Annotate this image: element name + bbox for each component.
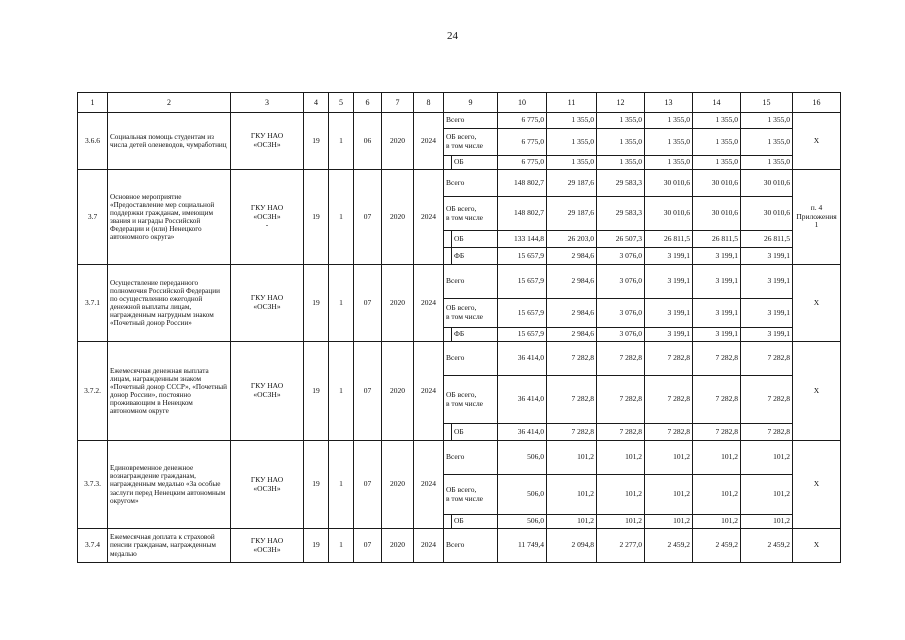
item-description: Единовременное денежное вознаграждение гражданам, награжденным медалью «За особые заслуги перед Ненецким автономным округом» bbox=[108, 441, 231, 529]
header-cell-14: 14 bbox=[693, 93, 741, 113]
value-cell: 7 282,8 bbox=[693, 424, 741, 441]
value-cell: 36 414,0 bbox=[498, 376, 547, 424]
start-year: 2020 bbox=[382, 170, 414, 265]
value-cell: 7 282,8 bbox=[645, 342, 693, 376]
value-cell: 3 076,0 bbox=[597, 328, 645, 342]
value-cell: 15 657,9 bbox=[498, 328, 547, 342]
value-cell: 36 414,0 bbox=[498, 424, 547, 441]
value-cell: 3 199,1 bbox=[645, 248, 693, 265]
indent-spacer bbox=[444, 248, 452, 265]
funding-source: Всего bbox=[444, 113, 498, 129]
item-description: Ежемесячная доплата к страховой пенсии гражданам, награжденным медалью bbox=[108, 529, 231, 563]
value-cell: 7 282,8 bbox=[693, 342, 741, 376]
header-cell-1: 1 bbox=[78, 93, 108, 113]
value-cell: 3 199,1 bbox=[741, 299, 793, 328]
header-cell-16: 16 bbox=[793, 93, 841, 113]
header-cell-10: 10 bbox=[498, 93, 547, 113]
value-cell: 26 811,5 bbox=[741, 231, 793, 248]
value-cell: 1 355,0 bbox=[693, 129, 741, 156]
value-cell: 101,2 bbox=[645, 475, 693, 515]
value-cell: 3 199,1 bbox=[741, 328, 793, 342]
value-cell: 3 076,0 bbox=[597, 248, 645, 265]
funding-source: Всего bbox=[444, 529, 498, 563]
value-cell: 29 583,3 bbox=[597, 170, 645, 197]
value-cell: 101,2 bbox=[645, 515, 693, 529]
value-cell: 2 984,6 bbox=[547, 328, 597, 342]
end-year: 2024 bbox=[414, 265, 444, 342]
code-col-5: 1 bbox=[329, 170, 354, 265]
note-col-16: X bbox=[793, 342, 841, 441]
value-cell: 3 076,0 bbox=[597, 299, 645, 328]
value-cell: 2 984,6 bbox=[547, 265, 597, 299]
code-col-4: 19 bbox=[304, 529, 329, 563]
value-cell: 1 355,0 bbox=[645, 129, 693, 156]
value-cell: 7 282,8 bbox=[597, 376, 645, 424]
value-cell: 1 355,0 bbox=[597, 156, 645, 170]
header-row bbox=[78, 93, 841, 113]
value-cell: 36 414,0 bbox=[498, 342, 547, 376]
value-cell: 148 802,7 bbox=[498, 197, 547, 231]
value-cell: 30 010,6 bbox=[693, 170, 741, 197]
end-year: 2024 bbox=[414, 170, 444, 265]
header-cell-8: 8 bbox=[414, 93, 444, 113]
note-col-16: X bbox=[793, 529, 841, 563]
value-cell: 7 282,8 bbox=[645, 376, 693, 424]
value-cell: 29 187,6 bbox=[547, 197, 597, 231]
value-cell: 1 355,0 bbox=[741, 156, 793, 170]
note-col-16: п. 4 Приложения 1 bbox=[793, 170, 841, 265]
header-cell-11: 11 bbox=[547, 93, 597, 113]
code-col-5: 1 bbox=[329, 113, 354, 170]
header-cell-13: 13 bbox=[645, 93, 693, 113]
code-col-4: 19 bbox=[304, 265, 329, 342]
indent-spacer bbox=[444, 328, 452, 342]
value-cell: 101,2 bbox=[693, 441, 741, 475]
item-number: 3.7.4 bbox=[78, 529, 108, 563]
value-cell: 101,2 bbox=[741, 441, 793, 475]
item-number: 3.7 bbox=[78, 170, 108, 265]
executor bbox=[231, 529, 304, 563]
table-row bbox=[78, 170, 841, 197]
value-cell: 30 010,6 bbox=[645, 197, 693, 231]
value-cell: 1 355,0 bbox=[645, 156, 693, 170]
value-cell: 3 199,1 bbox=[693, 248, 741, 265]
executor bbox=[231, 113, 304, 170]
value-cell: 101,2 bbox=[693, 515, 741, 529]
value-cell: 11 749,4 bbox=[498, 529, 547, 563]
value-cell: 506,0 bbox=[498, 441, 547, 475]
value-cell: 7 282,8 bbox=[547, 424, 597, 441]
value-cell: 2 094,8 bbox=[547, 529, 597, 563]
header-cell-3: 3 bbox=[231, 93, 304, 113]
value-cell: 3 199,1 bbox=[693, 328, 741, 342]
note-col-16: X bbox=[793, 113, 841, 170]
value-cell: 3 199,1 bbox=[693, 299, 741, 328]
value-cell: 6 775,0 bbox=[498, 156, 547, 170]
value-cell: 30 010,6 bbox=[645, 170, 693, 197]
value-cell: 30 010,6 bbox=[693, 197, 741, 231]
executor-text: ГКУ НАО «ОСЗН» bbox=[250, 293, 284, 311]
value-cell: 101,2 bbox=[597, 515, 645, 529]
end-year: 2024 bbox=[414, 342, 444, 441]
value-cell: 2 459,2 bbox=[693, 529, 741, 563]
value-cell: 15 657,9 bbox=[498, 299, 547, 328]
value-cell: 7 282,8 bbox=[645, 424, 693, 441]
value-cell: 101,2 bbox=[597, 441, 645, 475]
value-cell: 26 811,5 bbox=[645, 231, 693, 248]
executor bbox=[231, 170, 304, 265]
value-cell: 7 282,8 bbox=[547, 376, 597, 424]
code-col-5: 1 bbox=[329, 342, 354, 441]
header-cell-12: 12 bbox=[597, 93, 645, 113]
code-col-4: 19 bbox=[304, 170, 329, 265]
funding-source: ОБ всего, в том числе bbox=[444, 376, 498, 424]
value-cell: 1 355,0 bbox=[597, 129, 645, 156]
value-cell: 133 144,8 bbox=[498, 231, 547, 248]
executor bbox=[231, 342, 304, 441]
value-cell: 30 010,6 bbox=[741, 197, 793, 231]
executor-text: ГКУ НАО «ОСЗН» bbox=[250, 474, 284, 493]
value-cell: 2 984,6 bbox=[547, 248, 597, 265]
funding-source: ФБ bbox=[452, 248, 498, 265]
start-year: 2020 bbox=[382, 441, 414, 529]
dash-mark: - bbox=[265, 220, 269, 230]
end-year: 2024 bbox=[414, 441, 444, 529]
value-cell: 2 984,6 bbox=[547, 299, 597, 328]
value-cell: 3 199,1 bbox=[645, 265, 693, 299]
value-cell: 3 199,1 bbox=[645, 299, 693, 328]
code-col-6: 07 bbox=[354, 342, 382, 441]
table-row bbox=[78, 441, 841, 475]
code-col-6: 07 bbox=[354, 441, 382, 529]
start-year: 2020 bbox=[382, 529, 414, 563]
value-cell: 2 459,2 bbox=[741, 529, 793, 563]
value-cell: 1 355,0 bbox=[645, 113, 693, 129]
budget-table bbox=[77, 92, 841, 563]
code-col-4: 19 bbox=[304, 113, 329, 170]
value-cell: 2 459,2 bbox=[645, 529, 693, 563]
executor bbox=[231, 441, 304, 529]
item-description: Социальная помощь студентам из числа детей оленеводов, чумработниц bbox=[108, 113, 231, 170]
header-cell-4: 4 bbox=[304, 93, 329, 113]
table-row bbox=[78, 265, 841, 299]
value-cell: 1 355,0 bbox=[547, 113, 597, 129]
value-cell: 1 355,0 bbox=[693, 156, 741, 170]
value-cell: 101,2 bbox=[597, 475, 645, 515]
value-cell: 7 282,8 bbox=[741, 376, 793, 424]
page-number: 24 bbox=[447, 30, 458, 42]
value-cell: 29 187,6 bbox=[547, 170, 597, 197]
code-col-5: 1 bbox=[329, 529, 354, 563]
value-cell: 1 355,0 bbox=[693, 113, 741, 129]
value-cell: 26 811,5 bbox=[693, 231, 741, 248]
value-cell: 7 282,8 bbox=[741, 342, 793, 376]
item-description: Ежемесячная денежная выплата лицам, награжденным знаком «Почетный донор СССР», «Почетный донор России», постоянно проживающим в Ненецком автономном округе bbox=[108, 342, 231, 441]
funding-source: Всего bbox=[444, 441, 498, 475]
code-col-5: 1 bbox=[329, 441, 354, 529]
value-cell: 3 199,1 bbox=[645, 328, 693, 342]
value-cell: 101,2 bbox=[547, 475, 597, 515]
start-year: 2020 bbox=[382, 342, 414, 441]
code-col-4: 19 bbox=[304, 441, 329, 529]
funding-source: Всего bbox=[444, 170, 498, 197]
value-cell: 1 355,0 bbox=[547, 156, 597, 170]
value-cell: 3 199,1 bbox=[741, 248, 793, 265]
value-cell: 7 282,8 bbox=[597, 342, 645, 376]
end-year: 2024 bbox=[414, 529, 444, 563]
indent-spacer bbox=[444, 231, 452, 248]
code-col-5: 1 bbox=[329, 265, 354, 342]
value-cell: 101,2 bbox=[741, 515, 793, 529]
code-col-6: 07 bbox=[354, 170, 382, 265]
value-cell: 26 507,3 bbox=[597, 231, 645, 248]
indent-spacer bbox=[444, 156, 452, 170]
executor-text: ГКУ НАО «ОСЗН» bbox=[250, 203, 284, 221]
item-number: 3.7.2. bbox=[78, 342, 108, 441]
executor-text: ГКУ НАО «ОСЗН» bbox=[250, 131, 284, 149]
item-number: 3.6.6 bbox=[78, 113, 108, 170]
value-cell: 101,2 bbox=[645, 441, 693, 475]
table-row bbox=[78, 113, 841, 129]
value-cell: 7 282,8 bbox=[597, 424, 645, 441]
funding-source: Всего bbox=[444, 342, 498, 376]
note-col-16: X bbox=[793, 265, 841, 342]
value-cell: 7 282,8 bbox=[741, 424, 793, 441]
funding-source: ОБ bbox=[452, 515, 498, 529]
value-cell: 15 657,9 bbox=[498, 248, 547, 265]
note-col-16: X bbox=[793, 441, 841, 529]
funding-source: ОБ всего, в том числе bbox=[444, 129, 498, 156]
item-number: 3.7.1 bbox=[78, 265, 108, 342]
value-cell: 506,0 bbox=[498, 515, 547, 529]
executor bbox=[231, 265, 304, 342]
funding-source: ОБ всего, в том числе bbox=[444, 299, 498, 328]
header-cell-15: 15 bbox=[741, 93, 793, 113]
value-cell: 1 355,0 bbox=[741, 113, 793, 129]
value-cell: 29 583,3 bbox=[597, 197, 645, 231]
end-year: 2024 bbox=[414, 113, 444, 170]
table-row bbox=[78, 529, 841, 563]
item-number: 3.7.3. bbox=[78, 441, 108, 529]
value-cell: 101,2 bbox=[741, 475, 793, 515]
funding-source: ОБ bbox=[452, 156, 498, 170]
value-cell: 3 199,1 bbox=[693, 265, 741, 299]
value-cell: 1 355,0 bbox=[547, 129, 597, 156]
value-cell: 6 775,0 bbox=[498, 113, 547, 129]
value-cell: 506,0 bbox=[498, 475, 547, 515]
indent-spacer bbox=[444, 424, 452, 441]
header-cell-9: 9 bbox=[444, 93, 498, 113]
code-col-6: 07 bbox=[354, 265, 382, 342]
executor-text: ГКУ НАО «ОСЗН» bbox=[250, 535, 284, 554]
value-cell: 3 076,0 bbox=[597, 265, 645, 299]
code-col-4: 19 bbox=[304, 342, 329, 441]
header-cell-7: 7 bbox=[382, 93, 414, 113]
funding-source: ОБ bbox=[452, 231, 498, 248]
funding-source: ОБ всего, в том числе bbox=[444, 475, 498, 515]
item-description: Осуществление переданного полномочия Российской Федерации по осуществлению ежегодной денежной выплаты лицам, награжденным нагрудным знаком «Почетный донор России» bbox=[108, 265, 231, 342]
header-cell-2: 2 bbox=[108, 93, 231, 113]
value-cell: 101,2 bbox=[693, 475, 741, 515]
start-year: 2020 bbox=[382, 265, 414, 342]
value-cell: 15 657,9 bbox=[498, 265, 547, 299]
value-cell: 101,2 bbox=[547, 515, 597, 529]
header-cell-5: 5 bbox=[329, 93, 354, 113]
funding-source: ОБ всего, в том числе bbox=[444, 197, 498, 231]
value-cell: 1 355,0 bbox=[741, 129, 793, 156]
value-cell: 26 203,0 bbox=[547, 231, 597, 248]
value-cell: 1 355,0 bbox=[597, 113, 645, 129]
indent-spacer bbox=[444, 515, 452, 529]
funding-source: Всего bbox=[444, 265, 498, 299]
value-cell: 3 199,1 bbox=[741, 265, 793, 299]
value-cell: 30 010,6 bbox=[741, 170, 793, 197]
value-cell: 2 277,0 bbox=[597, 529, 645, 563]
funding-source: ФБ bbox=[452, 328, 498, 342]
code-col-6: 06 bbox=[354, 113, 382, 170]
value-cell: 148 802,7 bbox=[498, 170, 547, 197]
value-cell: 6 775,0 bbox=[498, 129, 547, 156]
header-cell-6: 6 bbox=[354, 93, 382, 113]
item-description: Основное мероприятие «Предоставление мер социальной поддержки гражданам, имеющим звания и награды Российской Федерации и (или) Ненецкого автономного округа» bbox=[108, 170, 231, 265]
value-cell: 101,2 bbox=[547, 441, 597, 475]
executor-text: ГКУ НАО «ОСЗН» bbox=[250, 381, 284, 399]
start-year: 2020 bbox=[382, 113, 414, 170]
funding-source: ОБ bbox=[452, 424, 498, 441]
value-cell: 7 282,8 bbox=[547, 342, 597, 376]
table-row bbox=[78, 342, 841, 376]
code-col-6: 07 bbox=[354, 529, 382, 563]
value-cell: 7 282,8 bbox=[693, 376, 741, 424]
